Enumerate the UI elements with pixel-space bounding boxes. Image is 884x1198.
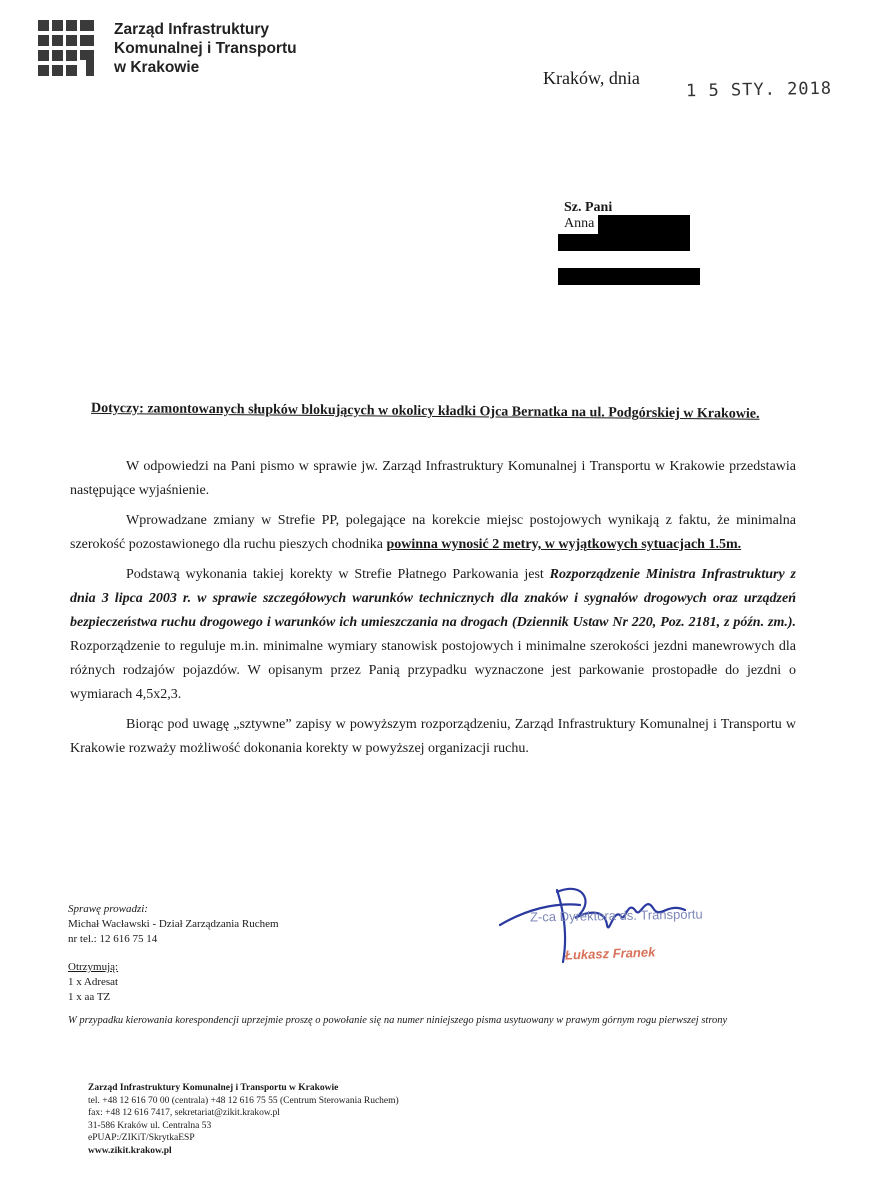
recipients-label: Otrzymują: [68, 961, 119, 973]
body-paragraph [70, 509, 796, 557]
body-paragraph [70, 563, 796, 707]
official-stamp: Z-ca Dyrektora ds. Transportu [529, 906, 703, 925]
body-text: Rozporządzenie to reguluje m.in. minimalne wymiary stanowisk postojowych i minimalne szerokości jezdni manewrowych dla różnych rodzajów pojazdów. W opisanym przez Panią przypadku wyznaczone jest parkowanie prostopadłe do jezdni o wymiarach 4,5x2,3. [70, 639, 796, 702]
handled-by-label: Sprawę prowadzi: [68, 903, 148, 915]
handled-by-phone: nr tel.: 12 616 75 14 [68, 933, 158, 945]
footer-org-name: Zarząd Infrastruktury Komunalnej i Transportu w Krakowie [88, 1083, 339, 1093]
body-text: Wprowadzane zmiany w Strefie PP, polegające na korekcie miejsc postojowych wynikają z faktu, że minimalna szerokość pozostawionego dla ruchu pieszych chodnika [70, 513, 796, 552]
regulation-reference: Rozporządzenie Ministra Infrastruktury z dnia 3 lipca 2003 r. w sprawie szczegółowych warunków technicznych dla znaków i sygnałów drogowych oraz urządzeń bezpieczeństwa ruchu drogowego i warunków ich umieszczania na drogach (Dziennik Ustaw Nr 220, Poz. 2181, z późn. zm.). [70, 567, 796, 630]
redaction-bar [558, 234, 598, 251]
recipient-greeting: Sz. Pani [564, 200, 613, 215]
recipients-item: 1 x Adresat [68, 976, 119, 988]
date-stamp: 1 5 STY. 2018 [685, 78, 833, 102]
footer-contact [88, 1082, 399, 1157]
footer-address: 31-586 Kraków ul. Centralna 53 [88, 1120, 212, 1131]
subject-line: Dotyczy: zamontowanych słupków blokujących w okolicy kładki Ojca Bernatka na ul. Podgórskiej w Krakowie. [90, 400, 760, 422]
org-name-line2: Komunalnej i Transportu [114, 40, 297, 57]
footer-tel: tel. +48 12 616 70 00 (centrala) +48 12 616 75 55 (Centrum Sterowania Ruchem) [88, 1095, 399, 1106]
recipients-item: 1 x aa TZ [68, 991, 111, 1003]
body-emphasis: powinna wynosić 2 metry, w wyjątkowych sytuacjach 1.5m. [386, 537, 742, 552]
signer-name: Łukasz Franek [564, 944, 656, 963]
org-name-line1: Zarząd Infrastruktury [114, 21, 270, 38]
footer-fax: fax: +48 12 616 7417, sekretariat@zikit.krakow.pl [88, 1108, 280, 1118]
zikit-logo-icon [38, 20, 94, 76]
recipients-list [68, 960, 118, 1005]
handled-by-name: Michał Wacławski - Dział Zarządzania Ruchem [68, 918, 279, 930]
org-name-line3: w Krakowie [114, 59, 200, 76]
body-paragraph: W odpowiedzi na Pani pismo w sprawie jw. Zarząd Infrastruktury Komunalnej i Transportu w Krakowie przedstawia następujące wyjaśnienie. [70, 459, 796, 498]
body-text: Podstawą wykonania takiej korekty w Strefie Płatnego Parkowania jest [126, 567, 550, 582]
footer-epuap: ePUAP:/ZIKiT/SkrytkaESP [88, 1133, 195, 1143]
date-place: Kraków, dnia [543, 68, 640, 88]
letter-body [70, 455, 796, 767]
organization-name [114, 20, 297, 77]
redaction-bar [558, 268, 700, 285]
body-paragraph: Biorąc pod uwagę „sztywne” zapisy w powyższym rozporządzeniu, Zarząd Infrastruktury Komunalnej i Transportu w Krakowie rozważy możliwość dokonania korekty w powyższej organizacji ruchu. [70, 717, 796, 756]
handled-by-block [68, 902, 279, 947]
redaction-bar [598, 215, 690, 251]
recipient-name: Anna [564, 216, 595, 231]
footer-website: www.zikit.krakow.pl [88, 1145, 172, 1156]
correspondence-note: W przypadku kierowania korespondencji uprzejmie proszę o powołanie się na numer niniejszego pisma usytuowany w prawym górnym rogu pierwszej strony [68, 1015, 728, 1026]
